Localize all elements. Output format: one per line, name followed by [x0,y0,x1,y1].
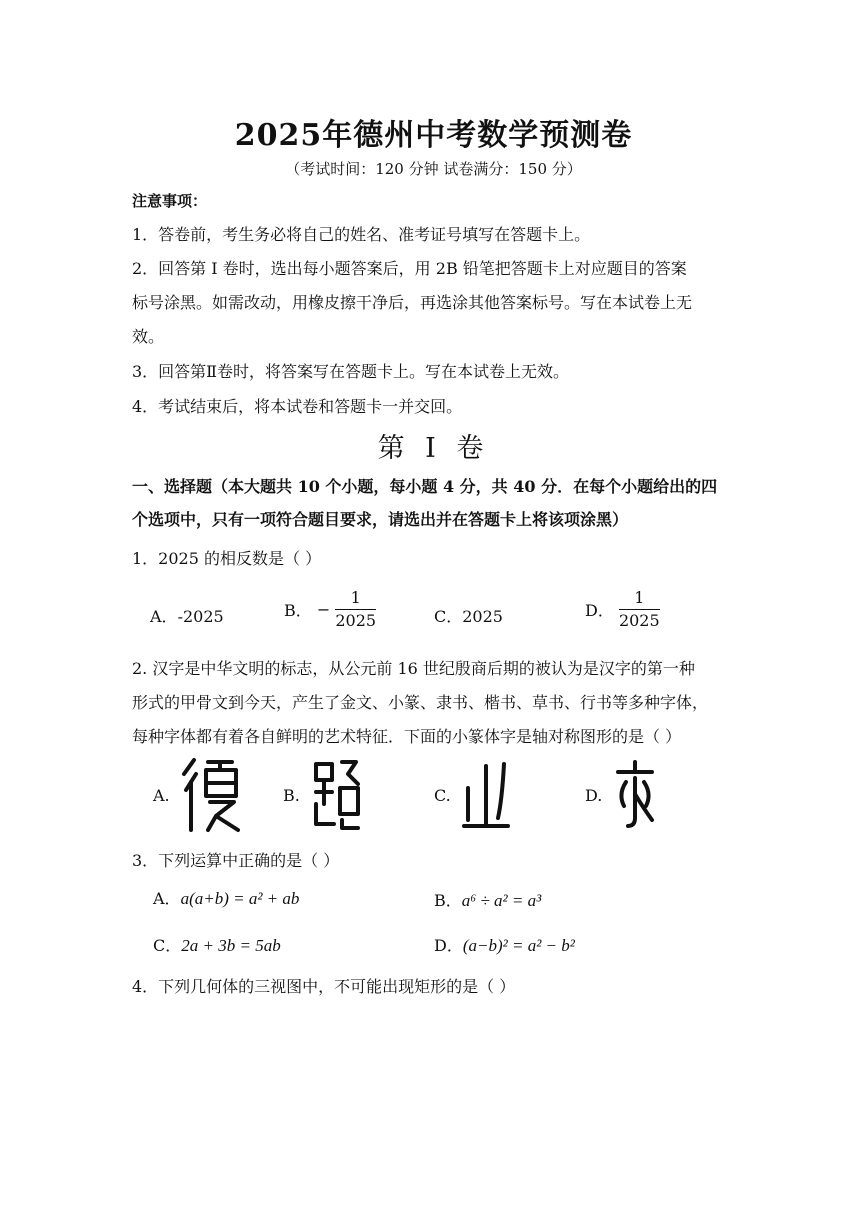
option-value: 2025 [462,607,503,626]
notes-heading: 注意事项： [132,192,208,210]
fraction [335,590,376,629]
q1-option-a [150,604,224,627]
part1-heading: 一、选择题（本大题共 10 个小题，每小题 4 分，共 40 分．在每个小题给出的四 [132,477,718,496]
q3-option-c [153,933,281,956]
math-expression: a(a+b) = a² + ab [180,889,300,908]
seal-script-glyph-b [312,758,362,832]
page-title: 2025年德州中考数学预测卷 [234,118,633,153]
q1-option-c [434,604,503,627]
option-label: A． [150,607,178,626]
seal-script-glyph-d [612,758,658,830]
math-expression: (a−b)² = a² − b² [462,936,575,955]
q2-text-line: 2. 汉字是中华文明的标志，从公元前 16 世纪殷商后期的被认为是汉字的第一种 [132,659,695,678]
section-title: 第 I 卷 [377,433,490,464]
part1-heading-cont: 个选项中，只有一项符合题目要求，请选出并在答题卡上将该项涂黑） [132,510,629,529]
fraction-denominator: 2025 [335,611,377,630]
q3-option-a [153,886,299,909]
seal-script-glyph-c [462,760,510,832]
math-expression: a⁶ ÷ a² = a³ [461,891,542,910]
note-item: 1．答卷前，考生务必将自己的姓名、准考证号填写在答题卡上。 [132,225,591,244]
note-item: 4．考试结束后，将本试卷和答题卡一并交回。 [132,397,463,416]
q2-option-b-label: B. [283,786,300,805]
q1-option-b [284,590,376,629]
q2-text-line: 形式的甲骨文到今天，产生了金文、小篆、隶书、楷书、草书、行书等多种字体， [132,693,709,712]
q3-stem: 3．下列运算中正确的是（ ） [132,851,340,870]
minus-sign: − [316,600,331,619]
seal-script-glyph-a [180,756,242,834]
option-label: B． [284,601,312,620]
option-label: A． [153,889,181,908]
note-item: 3．回答第Ⅱ卷时，将答案写在答题卡上。写在本试卷上无效。 [132,362,570,381]
math-expression: 2a + 3b = 5ab [181,936,281,955]
q2-option-c-label: C. [434,786,451,805]
fraction [619,590,660,629]
q1-stem: 1．2025 的相反数是（ ） [132,549,322,568]
option-label: D． [434,936,463,955]
fraction-numerator: 1 [335,590,376,610]
q2-option-a-label: A. [153,786,170,805]
q2-text-line: 每种字体都有着各自鲜明的艺术特征．下面的小篆体字是轴对称图形的是（ ） [132,727,682,746]
exam-info: （考试时间：120 分钟 试卷满分：150 分） [285,160,582,178]
q3-option-b [434,888,541,911]
fraction-denominator: 2025 [618,611,660,630]
option-value: -2025 [177,607,224,626]
q3-option-d [434,933,575,956]
option-label: C． [434,607,463,626]
note-item: 2．回答第 I 卷时，选出每小题答案后，用 2B 铅笔把答题卡上对应题目的答案 [132,259,687,278]
note-item: 效。 [132,327,165,346]
fraction-numerator: 1 [619,590,660,610]
option-label: B． [434,891,462,910]
q4-stem: 4．下列几何体的三视图中，不可能出现矩形的是（ ） [132,977,516,996]
q1-option-d [585,590,660,629]
q2-option-d-label: D. [585,786,603,805]
note-item: 标号涂黑。如需改动，用橡皮擦干净后，再选涂其他答案标号。写在本试卷上无 [132,293,693,312]
option-label: C． [153,936,182,955]
option-label: D． [585,601,614,620]
